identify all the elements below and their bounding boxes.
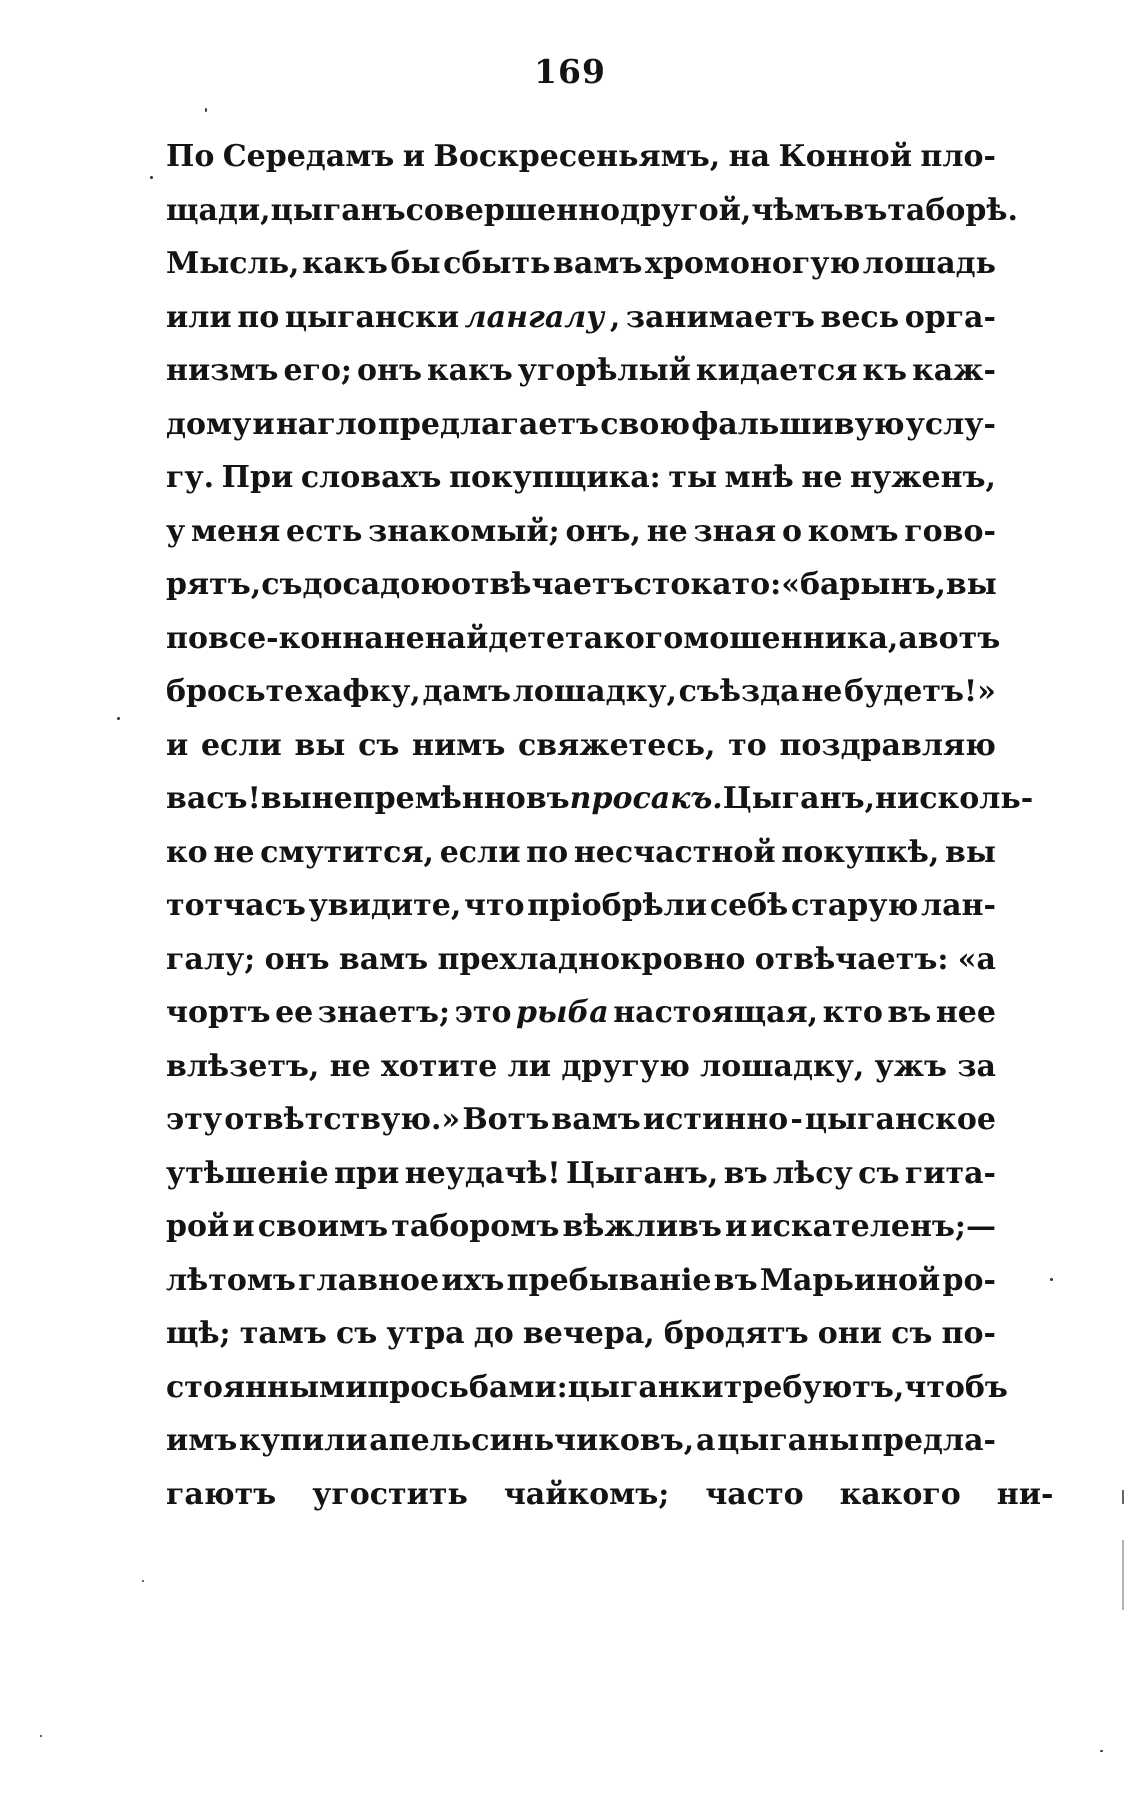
word: лошадь: [862, 246, 996, 281]
word: чортъ: [166, 995, 271, 1030]
word: пріобрѣли: [527, 888, 708, 923]
word: въ: [713, 1262, 758, 1298]
word: лан-: [920, 888, 996, 923]
word: искателенъ;—: [750, 1209, 996, 1244]
word: таборѣ.: [887, 192, 1018, 228]
word: вы: [945, 834, 996, 870]
word: весь: [820, 299, 900, 335]
text-line: [166, 184, 1018, 238]
word: въ: [887, 995, 932, 1030]
word: своимъ: [257, 1209, 389, 1244]
word: хромоногую: [644, 246, 861, 281]
word: гаютъ: [166, 1476, 277, 1512]
word: настоящая,: [613, 995, 819, 1030]
word: предла-: [860, 1423, 996, 1458]
word: отвѣчаетъ:: [754, 941, 949, 977]
word: свяжетесь,: [518, 727, 716, 763]
word: цыганское: [804, 1102, 996, 1137]
word: а: [695, 1423, 716, 1458]
word: галу;: [166, 941, 256, 977]
word: другой,: [620, 192, 752, 228]
word: гита-: [904, 1155, 996, 1191]
word: ко: [166, 834, 208, 870]
word: знаетъ;: [317, 995, 451, 1030]
word: ихъ: [441, 1262, 505, 1298]
word: лошадку,: [512, 674, 677, 709]
text-line: [166, 130, 996, 184]
word: Мысль,: [166, 246, 300, 281]
word: щади,: [166, 192, 271, 228]
word: за: [957, 1048, 996, 1084]
word: гово-: [904, 513, 996, 549]
word: съѣзда: [678, 674, 800, 709]
word: словахъ: [300, 460, 442, 495]
word: меня: [190, 513, 281, 549]
word: рятъ,: [166, 567, 262, 602]
word: купили: [239, 1423, 368, 1458]
text-line: [166, 291, 996, 345]
word: найдете: [424, 620, 566, 656]
italic-word: рыба: [516, 995, 609, 1030]
word: увидите,: [308, 888, 462, 923]
word: нимъ: [412, 727, 506, 763]
word: и: [402, 139, 426, 174]
word: неудачѣ!: [404, 1155, 561, 1191]
word: «барынъ,: [781, 567, 946, 602]
word: въ: [525, 781, 570, 816]
word: такого: [565, 620, 684, 656]
word: по: [526, 834, 569, 870]
word: лѣтомъ: [166, 1262, 296, 1298]
word: щѣ;: [166, 1316, 231, 1351]
scan-edge-mark: [1122, 1490, 1124, 1504]
scan-speck: [1050, 1278, 1053, 1281]
word: Середамъ: [222, 139, 395, 174]
word: если: [439, 834, 521, 870]
word: бросьте: [166, 674, 304, 709]
word: апельсиньчиковъ,: [369, 1423, 695, 1458]
word: будетъ!»: [844, 674, 996, 709]
word: бродятъ: [663, 1316, 809, 1351]
word: какого: [839, 1476, 961, 1512]
word: вамъ: [551, 1102, 641, 1137]
word: на: [728, 139, 771, 174]
word: ро-: [942, 1262, 996, 1298]
word: несчастной: [573, 834, 776, 870]
word: въ: [723, 1155, 768, 1191]
word: орга-: [904, 299, 996, 335]
text-line: [166, 1040, 996, 1094]
text-line: [166, 344, 996, 398]
word: не: [801, 460, 843, 495]
word: по: [166, 620, 208, 656]
word: вотъ: [917, 620, 1001, 656]
text-line: [166, 986, 996, 1040]
word: а: [898, 620, 918, 656]
word: чѣмъ: [751, 192, 844, 228]
text-line: [166, 237, 996, 291]
word: не: [383, 620, 425, 656]
text-line: [166, 612, 1001, 666]
word: цыганки: [567, 1369, 724, 1405]
italic-word: лангалу: [464, 299, 605, 335]
word: ли: [507, 1048, 552, 1084]
word: утра: [386, 1316, 465, 1351]
text-line: [166, 1093, 996, 1147]
word: къ: [862, 353, 908, 388]
word: услу-: [905, 406, 996, 442]
word: требуютъ,: [723, 1369, 905, 1405]
word: то: [728, 727, 767, 763]
word: зная: [693, 513, 777, 549]
word: ее: [275, 995, 314, 1030]
word: таборомъ: [391, 1209, 560, 1244]
word: не: [329, 1048, 371, 1084]
word: и: [252, 406, 275, 442]
word: влѣзетъ,: [166, 1048, 320, 1084]
word: что: [463, 888, 525, 923]
word: угостить: [312, 1476, 468, 1512]
word: вы: [260, 781, 312, 816]
word: нисколь-: [875, 781, 1034, 816]
scan-speck: [117, 717, 120, 720]
word: онъ: [264, 941, 330, 977]
word: съ: [336, 1316, 378, 1351]
word: вамъ: [553, 246, 643, 281]
word: это: [454, 995, 512, 1030]
word: чтобъ: [904, 1369, 1008, 1405]
scan-speck: [205, 108, 207, 112]
word: лѣсу: [773, 1155, 853, 1191]
text-line: [166, 1200, 996, 1254]
word: вы: [294, 727, 346, 763]
word: пло-: [920, 139, 996, 174]
word: нагло: [275, 406, 377, 442]
word: Марьиной: [759, 1262, 941, 1298]
word: хотите: [380, 1048, 498, 1084]
word: не: [646, 513, 688, 549]
scan-speck: [150, 176, 153, 179]
word: пребываніе: [506, 1262, 712, 1298]
text-line: [166, 1307, 996, 1361]
word: съ: [358, 727, 400, 763]
word: они: [817, 1316, 882, 1351]
word: поздравляю: [779, 727, 996, 763]
word: фальшивую: [691, 406, 905, 442]
word: -: [790, 1102, 803, 1137]
word: истинно: [642, 1102, 789, 1137]
word: свою: [600, 406, 691, 442]
text-line: [166, 1414, 996, 1468]
word: если: [200, 727, 282, 763]
word: прехладнокровно: [437, 941, 746, 977]
word: тамъ: [239, 1316, 327, 1351]
word: По: [166, 139, 215, 174]
word: угорѣлый: [517, 353, 691, 388]
word: бы: [390, 246, 441, 281]
word: цыганы: [717, 1423, 860, 1458]
page-number: 169: [534, 52, 606, 91]
word: хафку,: [305, 674, 421, 709]
scan-edge-mark: [1122, 1540, 1124, 1610]
word: просьбами:: [367, 1369, 568, 1405]
word: каж-: [912, 353, 996, 388]
word: нее: [935, 995, 996, 1030]
text-line: [166, 451, 996, 505]
word: часто: [705, 1476, 804, 1512]
word: цыганъ: [270, 192, 406, 228]
word: не: [213, 834, 255, 870]
text-line: [166, 1361, 1008, 1415]
word: покупкѣ,: [781, 834, 940, 870]
text-line: [166, 398, 996, 452]
word: какъ: [426, 353, 513, 388]
word: ни-: [996, 1476, 1054, 1512]
text-line: [166, 1254, 996, 1308]
text-line: [166, 826, 996, 880]
italic-word: просакъ.: [569, 781, 723, 816]
text-line: [166, 879, 996, 933]
word: и: [232, 1209, 255, 1244]
word: и: [725, 1209, 748, 1244]
word: чайкомъ;: [503, 1476, 670, 1512]
word: тотчасъ: [166, 888, 306, 923]
text-line: [166, 1468, 1054, 1522]
word: Цыганъ,: [722, 781, 876, 816]
word: занимаетъ: [625, 299, 815, 335]
text-line: [166, 665, 996, 719]
word: лошадку,: [700, 1048, 865, 1084]
word: сбыть: [443, 246, 551, 281]
word: у: [166, 513, 186, 549]
word: дому: [166, 406, 252, 442]
word: непремѣнно: [311, 781, 526, 816]
word: мошенника,: [683, 620, 899, 656]
word: его;: [283, 353, 352, 388]
word: имъ: [166, 1423, 238, 1458]
word: и: [166, 727, 189, 763]
word: комъ: [807, 513, 899, 549]
word: вѣжливъ: [562, 1209, 722, 1244]
word: цыгански: [284, 299, 460, 335]
word: стоянными: [166, 1369, 368, 1405]
word: себѣ: [709, 888, 789, 923]
word: совершенно: [405, 192, 621, 228]
text-line: [166, 505, 996, 559]
word: При: [221, 460, 294, 495]
text-line: [166, 558, 996, 612]
word: низмъ: [166, 353, 279, 388]
word: съ: [891, 1316, 933, 1351]
word: онъ,: [565, 513, 641, 549]
word: Воскресеньямъ,: [433, 139, 721, 174]
word: мнѣ: [724, 460, 794, 495]
word: нуженъ,: [850, 460, 996, 495]
word: ,: [609, 299, 621, 335]
word: съ: [261, 567, 303, 602]
word: «а: [957, 941, 996, 977]
text-line: [166, 772, 1034, 826]
word: старую: [791, 888, 919, 923]
word: вамъ: [338, 941, 429, 977]
word: Цыганъ,: [566, 1155, 719, 1191]
word: кто: [822, 995, 883, 1030]
word: вечера,: [522, 1316, 655, 1351]
word: главное: [298, 1262, 440, 1298]
word: гу.: [166, 460, 215, 495]
word: отвѣтствую.»: [224, 1102, 461, 1137]
word: все-конна: [207, 620, 384, 656]
word: рой: [166, 1209, 230, 1244]
word: покупщика:: [449, 460, 661, 495]
word: знакомый;: [368, 513, 560, 549]
word: съ: [858, 1155, 900, 1191]
word: по: [237, 299, 280, 335]
word: утѣшеніе: [166, 1155, 329, 1191]
word: въ: [843, 192, 888, 228]
body-text: [166, 130, 1054, 1521]
word: смутится,: [260, 834, 434, 870]
word: при: [334, 1155, 400, 1191]
word: вы: [945, 567, 997, 602]
text-line: [166, 1147, 996, 1201]
word: досадою: [302, 567, 451, 602]
word: или: [166, 299, 232, 335]
word: о: [781, 513, 802, 549]
word: ты: [668, 460, 718, 495]
word: Вотъ: [462, 1102, 550, 1137]
text-line: [166, 719, 996, 773]
word: по-: [941, 1316, 996, 1351]
text-line: [166, 933, 996, 987]
scan-speck: [1100, 1750, 1103, 1752]
word: ужъ: [874, 1048, 948, 1084]
word: не: [801, 674, 843, 709]
word: какъ: [302, 246, 388, 281]
word: до: [473, 1316, 514, 1351]
word: отвѣчаетъ: [450, 567, 634, 602]
word: стокато:: [633, 567, 782, 602]
word: кидается: [695, 353, 858, 388]
word: онъ: [357, 353, 422, 388]
scan-speck: [40, 1735, 42, 1737]
word: дамъ: [422, 674, 511, 709]
word: Конной: [778, 139, 912, 174]
word: эту: [166, 1102, 223, 1137]
word: есть: [286, 513, 363, 549]
scan-speck: [142, 1580, 144, 1582]
word: предлагаетъ: [377, 406, 600, 442]
word: васъ!: [166, 781, 261, 816]
word: другую: [561, 1048, 690, 1084]
